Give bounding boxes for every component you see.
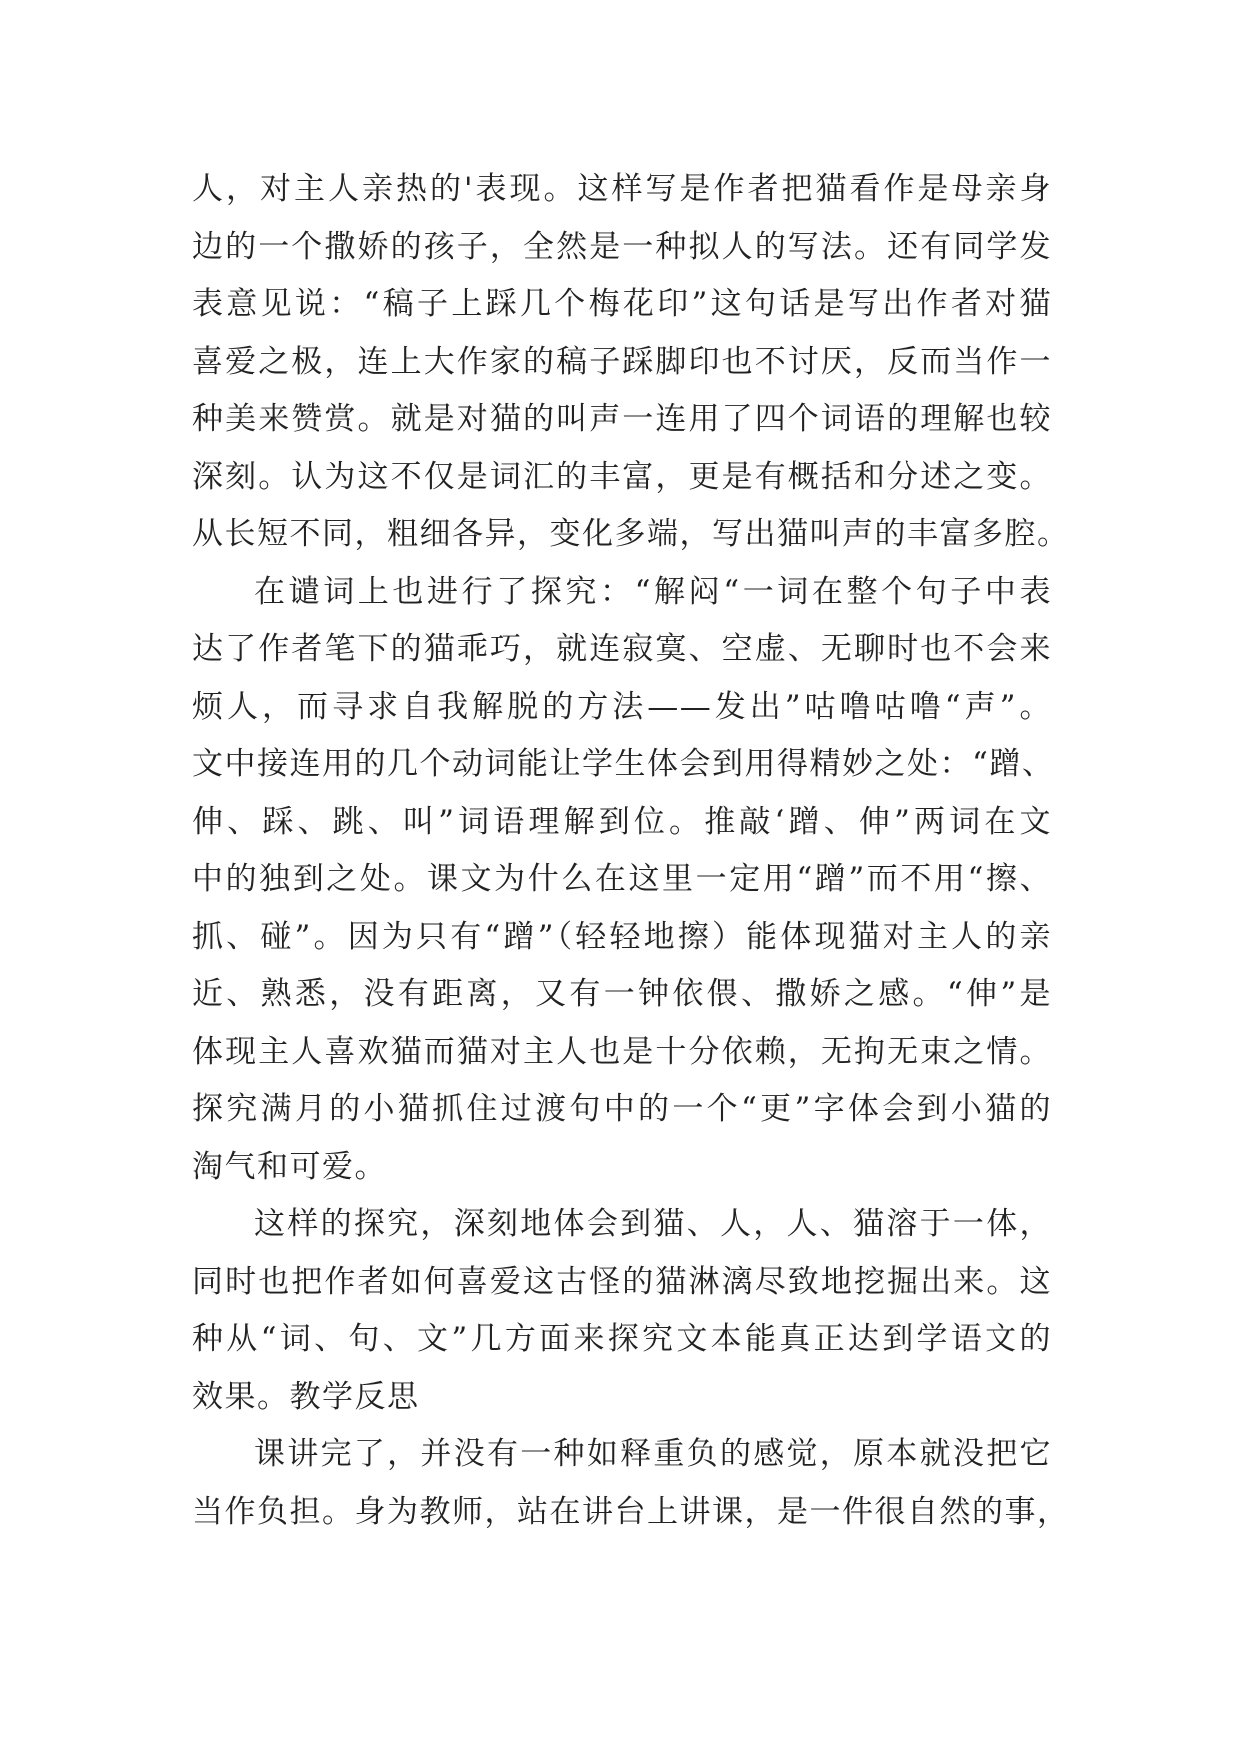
text-line: 深刻。认为这不仅是词汇的丰富，更是有概括和分述之变。: [192, 458, 1052, 495]
text-line: 体现主人喜欢猫而猫对主人也是十分依赖，无拘无束之情。: [192, 1033, 1052, 1070]
text-line: 近、熟悉，没有距离，又有一钟依偎、撒娇之感。“伸”是: [192, 976, 1052, 1012]
text-line: 人，对主人亲热的'表现。这样写是作者把猫看作是母亲身: [192, 171, 1052, 207]
text-line: 喜爱之极，连上大作家的稿子踩脚印也不讨厌，反而当作一: [192, 343, 1052, 380]
text-line: 当作负担。身为教师，站在讲台上讲课，是一件很自然的事，: [192, 1493, 1070, 1530]
body-text: [192, 161, 1070, 1541]
text-line: 达了作者笔下的猫乖巧，就连寂寞、空虚、无聊时也不会来: [192, 631, 1052, 667]
paragraph-first-line: 这样的探究，深刻地体会到猫、人，人、猫溶于一体，: [254, 1206, 1052, 1242]
text-line: 抓、碰”。因为只有“蹭”（轻轻地擦）能体现猫对主人的亲: [192, 918, 1052, 955]
text-line: 从长短不同，粗细各异，变化多端，写出猫叫声的丰富多腔。: [192, 516, 1070, 552]
text-line: 中的独到之处。课文为什么在这里一定用“蹭”而不用“擦、: [192, 861, 1052, 897]
text-line: 烦人，而寻求自我解脱的方法——发出”咕噜咕噜“声”。: [192, 688, 1052, 725]
text-line: 效果。教学反思: [192, 1378, 420, 1415]
text-line: 表意见说：“稿子上踩几个梅花印”这句话是写出作者对猫: [192, 286, 1052, 322]
text-line: 边的一个撒娇的孩子，全然是一种拟人的写法。还有同学发: [192, 228, 1052, 265]
text-line: 种从“词、句、文”几方面来探究文本能真正达到学语文的: [192, 1321, 1052, 1357]
paragraph-first-line: 在谴词上也进行了探究：“解闷“一词在整个句子中表: [254, 573, 1052, 610]
text-line: 种美来赞赏。就是对猫的叫声一连用了四个词语的理解也较: [192, 401, 1052, 437]
text-line: 文中接连用的几个动词能让学生体会到用得精妙之处：“蹭、: [192, 746, 1055, 782]
paragraph-first-line: 课讲完了，并没有一种如释重负的感觉，原本就没把它: [254, 1436, 1052, 1472]
text-line: 伸、踩、跳、叫”词语理解到位。推敲‘蹭、伸”两词在文: [192, 803, 1052, 840]
text-line: 探究满月的小猫抓住过渡句中的一个“更”字体会到小猫的: [192, 1091, 1052, 1127]
text-line: 同时也把作者如何喜爱这古怪的猫淋漓尽致地挖掘出来。这: [192, 1263, 1052, 1300]
text-line: 淘气和可爱。: [192, 1148, 387, 1185]
